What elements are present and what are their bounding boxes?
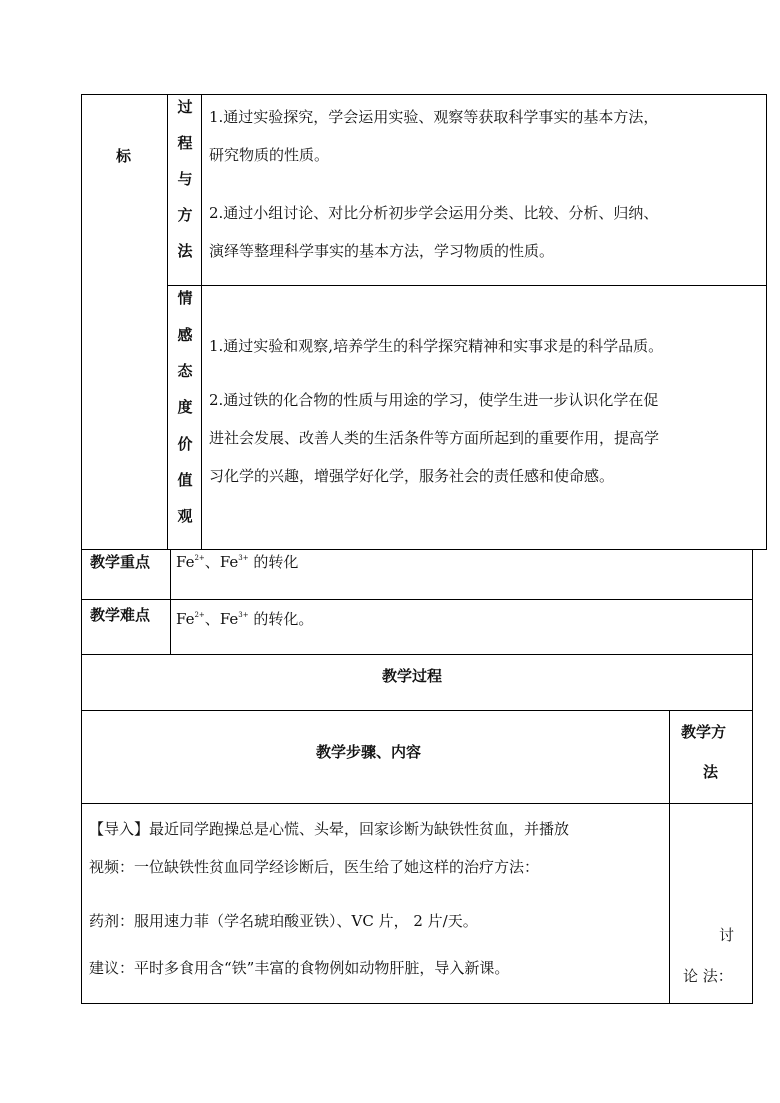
emotion-values-label-char: 感: [177, 326, 193, 344]
emotion-values-item-1: 1.通过实验和观察,培养学生的科学探究精神和实事求是的科学品质。: [209, 337, 664, 355]
process-method-item-1: 1.通过实验探究，学会运用实验、观察等获取科学事实的基本方法， 研究物质的性质。: [209, 108, 659, 164]
method-header-line-2: 法: [703, 763, 719, 781]
steps-header: 教学步骤、内容: [316, 743, 422, 761]
table-border: [81, 710, 753, 711]
table-border: [81, 94, 82, 1004]
emotion-values-label-char: 度: [177, 398, 193, 416]
process-method-label-char: 与: [177, 170, 193, 188]
process-title: 教学过程: [382, 667, 443, 685]
table-border: [81, 94, 767, 95]
process-method-label-char: 法: [177, 242, 193, 260]
emotion-values-label-char: 态: [177, 362, 193, 380]
table-border: [81, 599, 753, 600]
process-method-label-char: 过: [177, 98, 193, 116]
table-border: [752, 549, 753, 1004]
medicine-line: 药剂：服用速力菲（学名琥珀酸亚铁）、VC 片， 2 片/天。: [89, 912, 478, 930]
difficulty-label: 教学难点: [90, 606, 151, 624]
objectives-row-label: 标: [116, 147, 132, 165]
key-point-value: $Fe^{2+}$、$Fe^{3+}$ 的转化: [176, 553, 299, 571]
method-text-1: 讨: [719, 926, 735, 944]
emotion-values-item-2: 2.通过铁的化合物的性质与用途的学习，使学生进一步认识化学在促 进社会发展、改善人类的生活条件等方面所起到的重要作用，提高学 习化学的兴趣，增强学好化学，服务社会的责任感和使命感。: [209, 391, 660, 485]
process-method-label-char: 程: [177, 134, 193, 152]
table-border: [170, 549, 171, 655]
process-method-item-2: 2.通过小组讨论、对比分析初步学会运用分类、比较、分析、归纳、 演绎等整理科学事实的基本方法，学习物质的性质。: [209, 204, 659, 260]
key-point-label: 教学重点: [90, 553, 151, 571]
difficulty-value: $Fe^{2+}$、$Fe^{3+}$ 的转化。: [176, 610, 314, 628]
table-border: [766, 94, 767, 550]
emotion-values-label-char: 价: [177, 435, 193, 453]
emotion-values-label-char: 观: [177, 507, 193, 525]
emotion-values-label-char: 情: [177, 289, 193, 307]
table-border: [81, 549, 753, 550]
process-method-label-char: 方: [177, 206, 193, 224]
method-header-line-1: 教学方: [681, 723, 727, 741]
table-border: [669, 710, 670, 1004]
intro-paragraph: 【导入】最近同学跑操总是心慌、头晕，回家诊断为缺铁性贫血，并播放 视频：一位缺铁性贫血同学经诊断后，医生给了她这样的治疗方法：: [89, 820, 570, 876]
emotion-values-label-char: 值: [177, 471, 193, 489]
method-text-2: 论 法：: [683, 967, 733, 985]
advice-line: 建议：平时多食用含“铁”丰富的食物例如动物肝脏，导入新课。: [89, 959, 510, 977]
table-border: [81, 1003, 753, 1004]
table-border: [81, 654, 753, 655]
table-border: [168, 285, 767, 286]
table-border: [81, 803, 753, 804]
